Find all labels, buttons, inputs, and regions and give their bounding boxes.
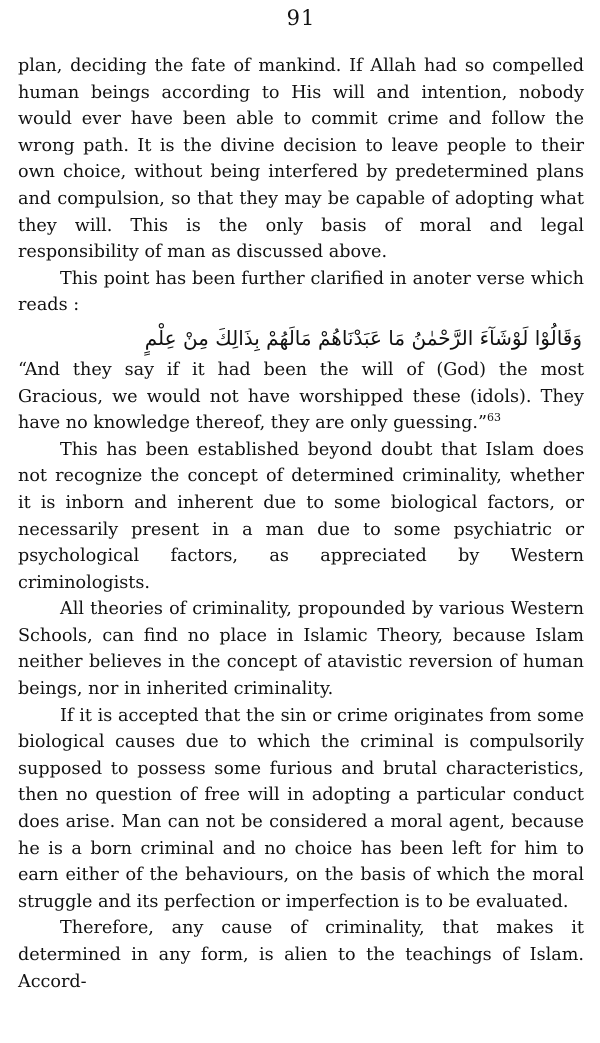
paragraph-determined-criminality: This has been established beyond doubt that Islam does not recognize the concept of determined criminality, whether it is inborn and inherent due to some biological factors, or necessarily present in a man due to some psychiatric or psychological factors, as appreciated by Western criminologists. <box>18 439 584 593</box>
paragraph-continuation: plan, deciding the fate of mankind. If Allah had so compelled human beings according to His will and intention, nobody would ever have been able to commit crime and follow the wrong path. It is the divine decision to leave people to their own choice, without being interfered by predetermined plans and compulsion, so that they may be capable of adopting what they will. This is the only basis of moral and legal responsibility of man as discussed above. <box>18 56 584 263</box>
verse-translation-text: “And they say if it had been the will of (God) the most Gracious, we would not have worshipped these (idols). They have no knowledge thereof, they are only guessing.” <box>18 359 584 434</box>
footnote-marker: 63 <box>487 411 501 425</box>
paragraph-theories: All theories of criminality, propounded by various Western Schools, can find no place in Islamic Theory, because Islam neither believes in the concept of atavistic reversion of human beings, nor in inherited criminality. <box>18 599 584 700</box>
paragraph-biological-causes: If it is accepted that the sin or crime originates from some biological causes due to which the criminal is compulsorily supposed to possess some furious and brutal characteristics, then no question of free will in adopting a particular conduct does arise. Man can not be considered a moral agent, because he is a born criminal and no choice has been left for him to earn either of the behaviours, on the basis of which the moral struggle and its perfection or imperfection is to be evaluated. <box>18 705 584 912</box>
paragraph-conclusion: Therefore, any cause of criminality, that makes it determined in any form, is alien to the teachings of Islam. Accord- <box>18 918 584 992</box>
verse-translation <box>18 357 584 437</box>
paragraph-verse-intro: This point has been further clarified in anoter verse which reads : <box>18 268 584 316</box>
page-number: 91 <box>286 6 316 30</box>
book-page <box>18 0 584 1043</box>
page-body <box>18 53 584 995</box>
arabic-verse: وَقَالُوْا لَوْشَآءَ الرَّحْمٰنُ مَا عَبَدْنَاهُمْ مَالَهُمْ بِذَالِكَ مِنْ عِلْمٍ <box>144 325 582 350</box>
